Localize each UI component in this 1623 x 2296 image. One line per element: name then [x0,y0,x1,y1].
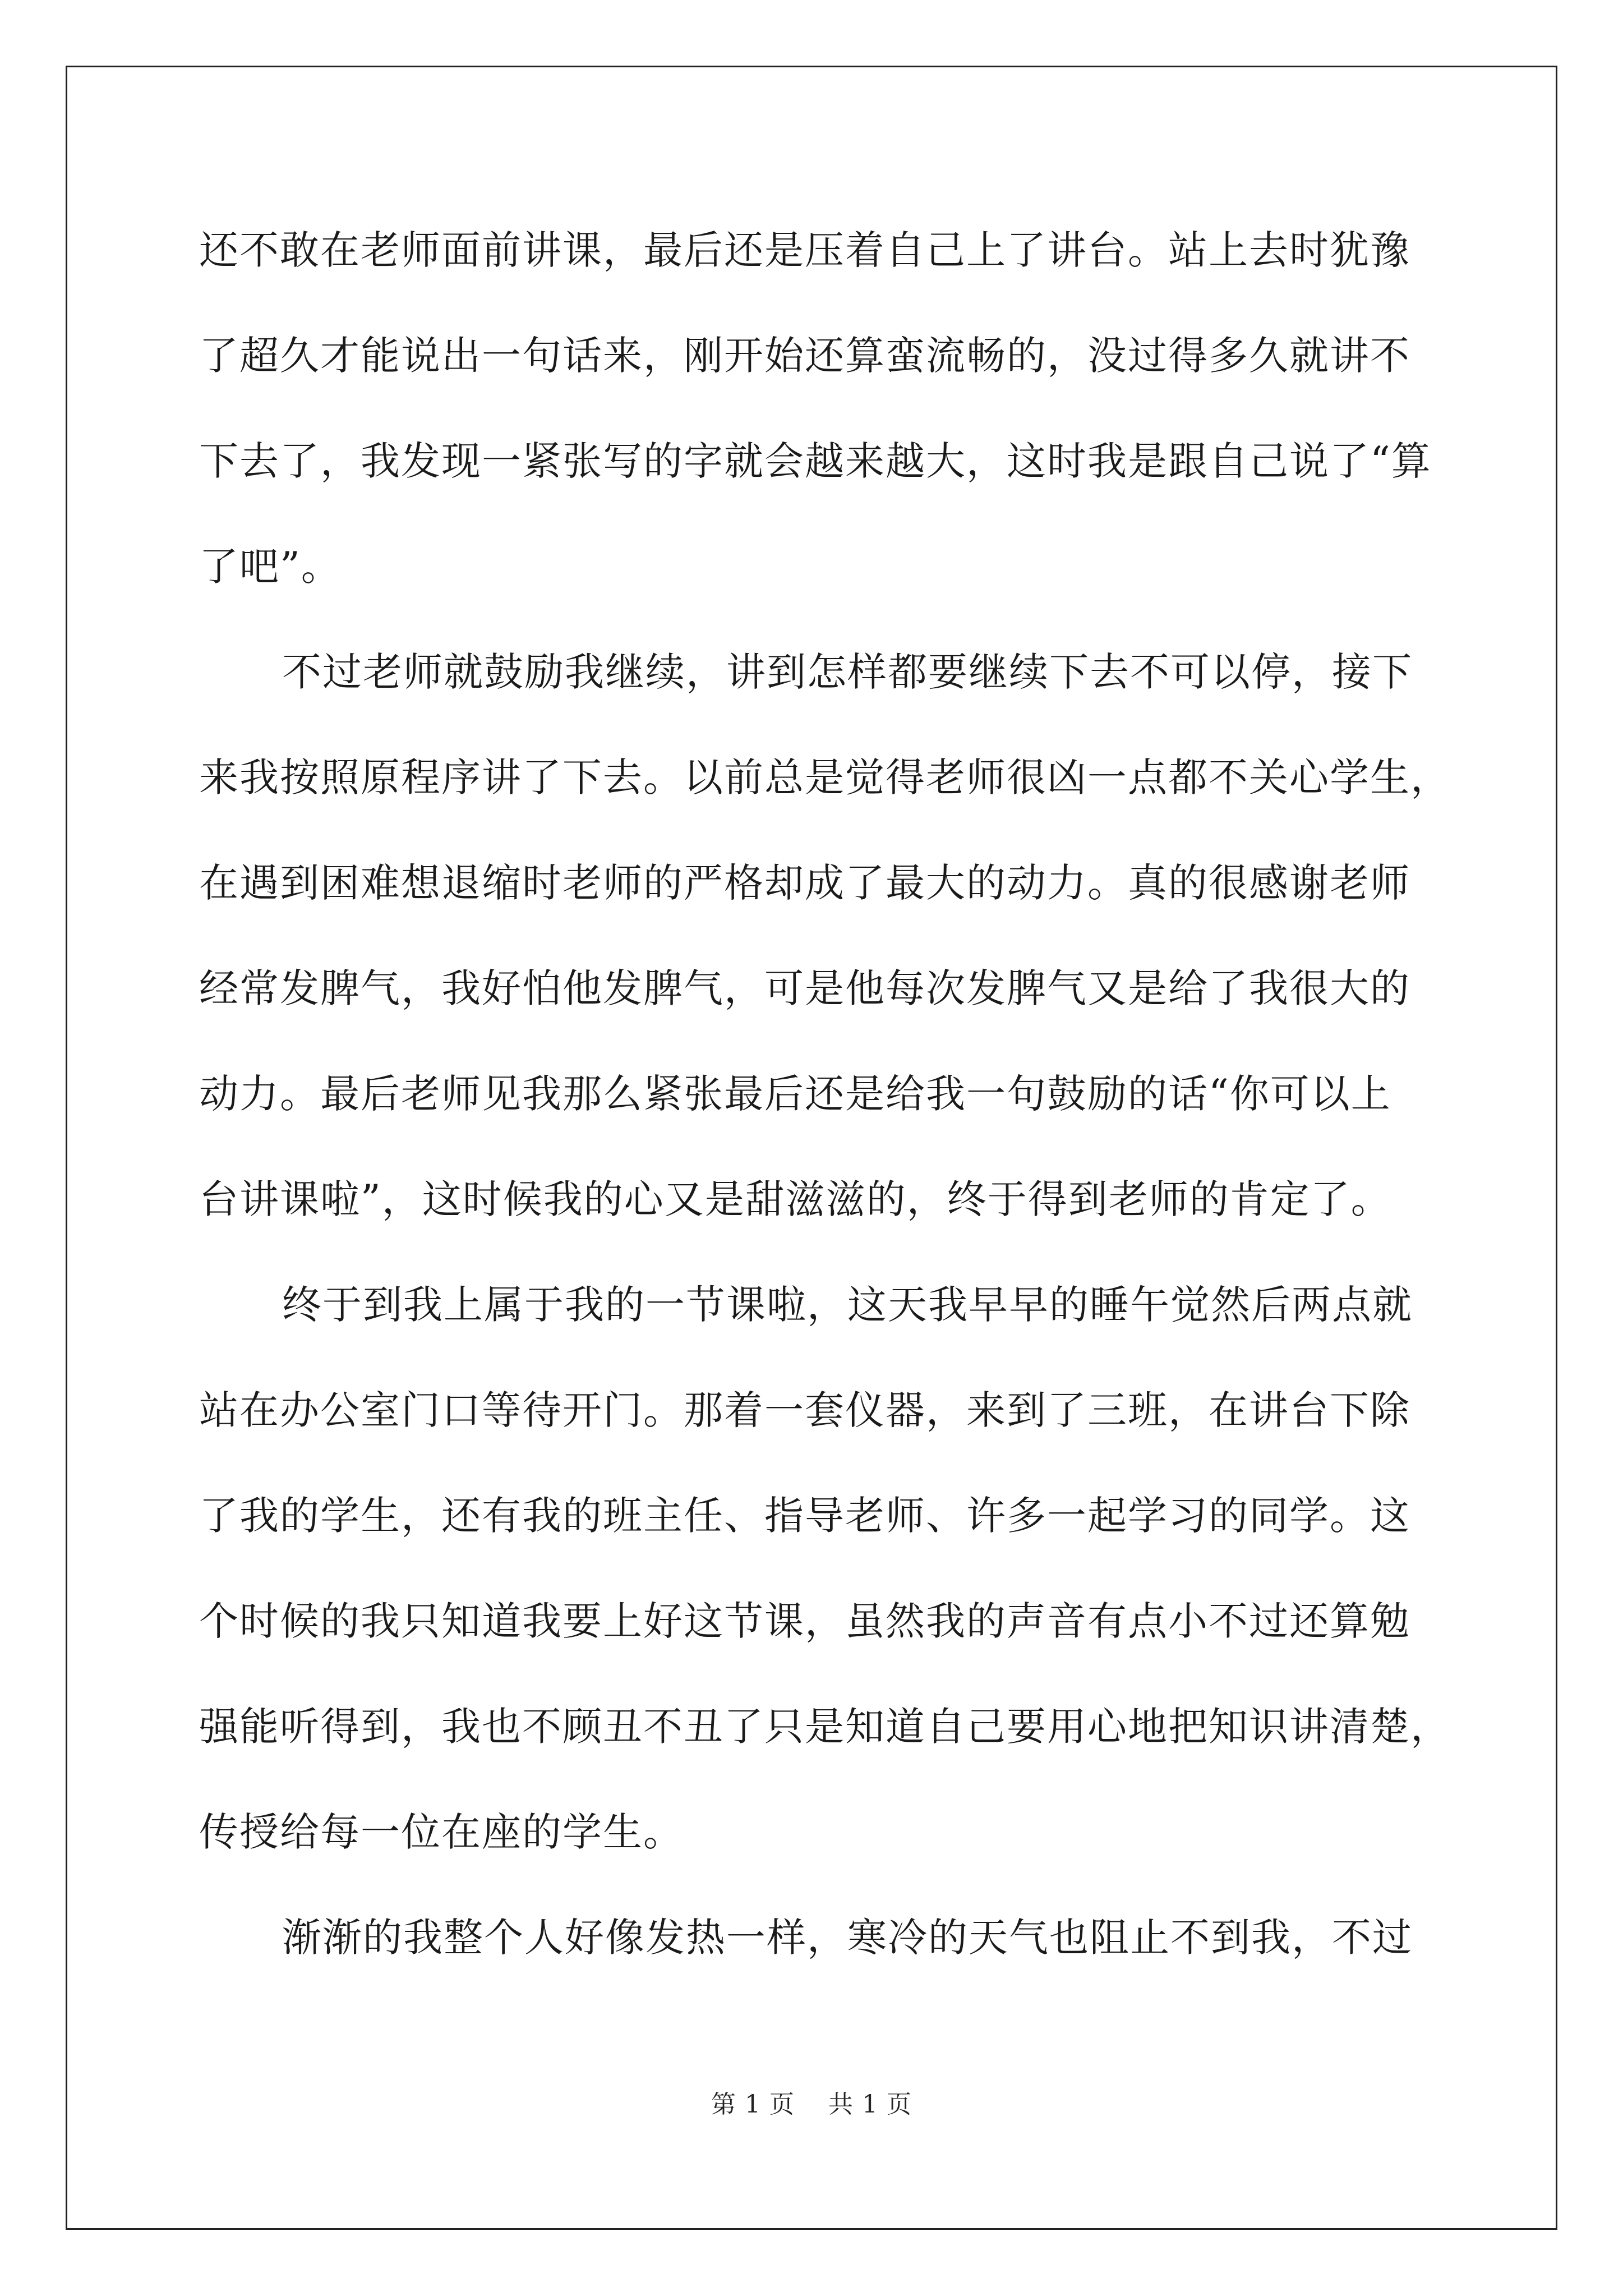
text-line: 终于到我上属于我的一节课啦，这天我早早的睡午觉然后两点就 [282,1282,1413,1328]
text-line: 来我按照原程序讲了下去。以前总是觉得老师很凶一点都不关心学生， [199,754,1451,800]
text-line: 经常发脾气，我好怕他发脾气，可是他每次发脾气又是给了我很大的 [199,965,1410,1011]
text-line: 传授给每一位在座的学生。 [199,1809,684,1855]
page-total: 共 1 页 [828,2090,912,2119]
paragraph [199,1252,1451,1885]
page-number: 第 1 页 [711,2090,795,2119]
paragraph [199,197,1432,619]
text-line: 强能听得到，我也不顾丑不丑了只是知道自己要用心地把知识讲清楚， [199,1704,1451,1750]
text-line: 在遇到困难想退缩时老师的严格却成了最大的动力。真的很感谢老师 [199,860,1410,906]
text-line: 下去了，我发现一紧张写的字就会越来越大，这时我是跟自己说了“算 [199,438,1432,484]
page-footer [0,2088,1623,2122]
text-line: 了我的学生，还有我的班主任、指导老师、许多一起学习的同学。这 [199,1493,1410,1539]
text-line: 了吧”。 [199,544,342,590]
text-line: 站在办公室门口等待开门。那着一套仪器，来到了三班，在讲台下除 [199,1387,1410,1433]
text-line: 动力。最后老师见我那么紧张最后还是给我一句鼓励的话“你可以上 [199,1071,1391,1117]
document-body [199,197,1451,1990]
paragraph [199,619,1451,1252]
text-line: 台讲课啦”，这时候我的心又是甜滋滋的，终于得到老师的肯定了。 [199,1176,1391,1222]
text-line: 还不敢在老师面前讲课，最后还是压着自己上了讲台。站上去时犹豫 [199,227,1410,273]
text-line: 渐渐的我整个人好像发热一样，寒冷的天气也阻止不到我，不过 [282,1915,1413,1961]
paragraph [199,1885,1427,1990]
text-line: 不过老师就鼓励我继续，讲到怎样都要继续下去不可以停，接下 [282,649,1413,695]
text-line: 个时候的我只知道我要上好这节课，虽然我的声音有点小不过还算勉 [199,1598,1410,1644]
text-line: 了超久才能说出一句话来，刚开始还算蛮流畅的，没过得多久就讲不 [199,333,1410,379]
